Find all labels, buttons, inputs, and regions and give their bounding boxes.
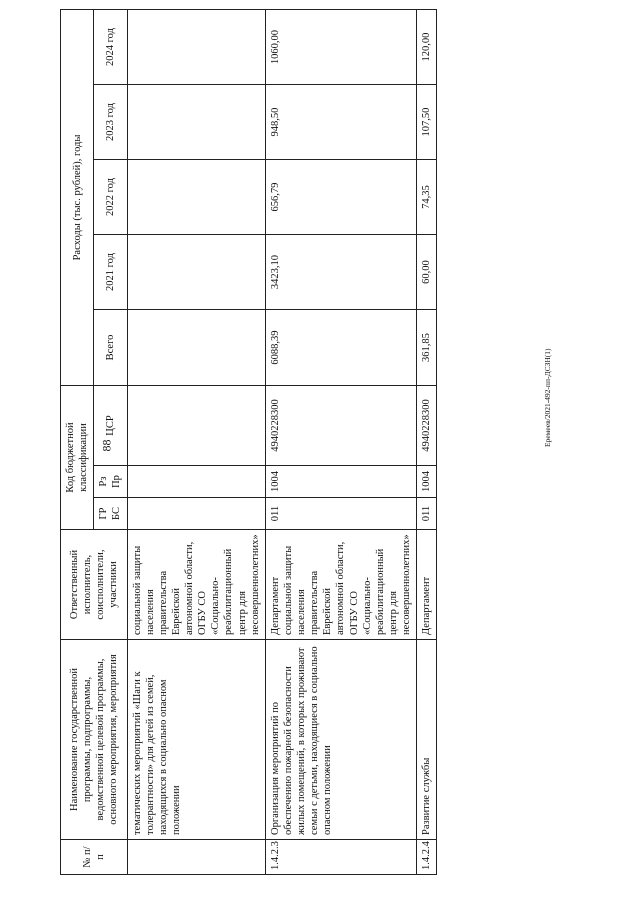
row-grbs <box>127 498 265 530</box>
row-2022: 656,79 <box>265 160 416 235</box>
table-row <box>417 9 437 874</box>
row-2023 <box>127 85 265 160</box>
row-2024: 120,00 <box>417 9 437 84</box>
row-2022 <box>127 160 265 235</box>
header-rzpr: Рз Пр <box>94 466 127 498</box>
header-2023: 2023 год <box>94 85 127 160</box>
row-2024: 1060,00 <box>265 9 416 84</box>
row-rzpr: 1004 <box>265 466 416 498</box>
header-total: Всего <box>94 310 127 386</box>
row-total <box>127 310 265 386</box>
row-2021 <box>127 235 265 310</box>
rotated-table-container <box>60 10 580 875</box>
budget-table <box>60 9 437 875</box>
header-expenses: Расходы (тыс. рублей), годы <box>61 9 94 385</box>
header-csr: ЦСР <box>94 386 127 466</box>
page-number: 88 <box>99 439 114 452</box>
row-grbs: 011 <box>265 498 416 530</box>
table-row <box>127 9 265 874</box>
row-name: Развитие службы <box>417 640 437 840</box>
header-2021: 2021 год <box>94 235 127 310</box>
row-2023: 948,50 <box>265 85 416 160</box>
row-name: тематических мероприятий «Шаги к толерантности» для детей из семей, находящихся в социально опасном положении <box>127 640 265 840</box>
header-grbs: ГР БС <box>94 498 127 530</box>
row-name: Организация мероприятий по обеспечению пожарной безопасности жилых помещений, в которых проживают семьи с детьми, находящиеся в социально опасном положении <box>265 640 416 840</box>
header-2022: 2022 год <box>94 160 127 235</box>
row-csr: 4940228300 <box>417 386 437 466</box>
table-row <box>265 9 416 874</box>
row-2021: 3423,10 <box>265 235 416 310</box>
row-total: 361,85 <box>417 310 437 386</box>
row-rzpr: 1004 <box>417 466 437 498</box>
header-name: Наименование государственной программы, подпрограммы, ведомственной целевой программы, основного мероприятия, мероприятия <box>61 640 128 840</box>
row-total: 6088,39 <box>265 310 416 386</box>
row-responsible: Департамент <box>417 530 437 640</box>
row-2023: 107,50 <box>417 85 437 160</box>
row-csr: 4940228300 <box>265 386 416 466</box>
row-rzpr <box>127 466 265 498</box>
stamp-text: Еремеев/2021-492-пп-ДСЗН(1) <box>543 348 552 447</box>
row-grbs: 011 <box>417 498 437 530</box>
header-responsible: Ответственный исполнитель, соисполнители, участники <box>61 530 128 640</box>
row-2024 <box>127 9 265 84</box>
header-row-1 <box>61 9 94 874</box>
row-num <box>127 840 265 875</box>
header-budget-code: Код бюджетной классификации <box>61 386 94 530</box>
header-2024: 2024 год <box>94 9 127 84</box>
row-num: 1.4.2.4 <box>417 840 437 875</box>
row-2021: 60,00 <box>417 235 437 310</box>
row-responsible: Департамент социальной защиты населения правительства Еврейской автономной области, ОГБУ СО «Социально-реабилитационный центр для несовершеннолетних» <box>265 530 416 640</box>
row-num: 1.4.2.3 <box>265 840 416 875</box>
row-responsible: социальной защиты населения правительства Еврейской автономной области, ОГБУ СО «Социально-реабилитационный центр для несовершеннолетних» <box>127 530 265 640</box>
header-num: № п/п <box>61 840 128 875</box>
row-csr <box>127 386 265 466</box>
row-2022: 74,35 <box>417 160 437 235</box>
